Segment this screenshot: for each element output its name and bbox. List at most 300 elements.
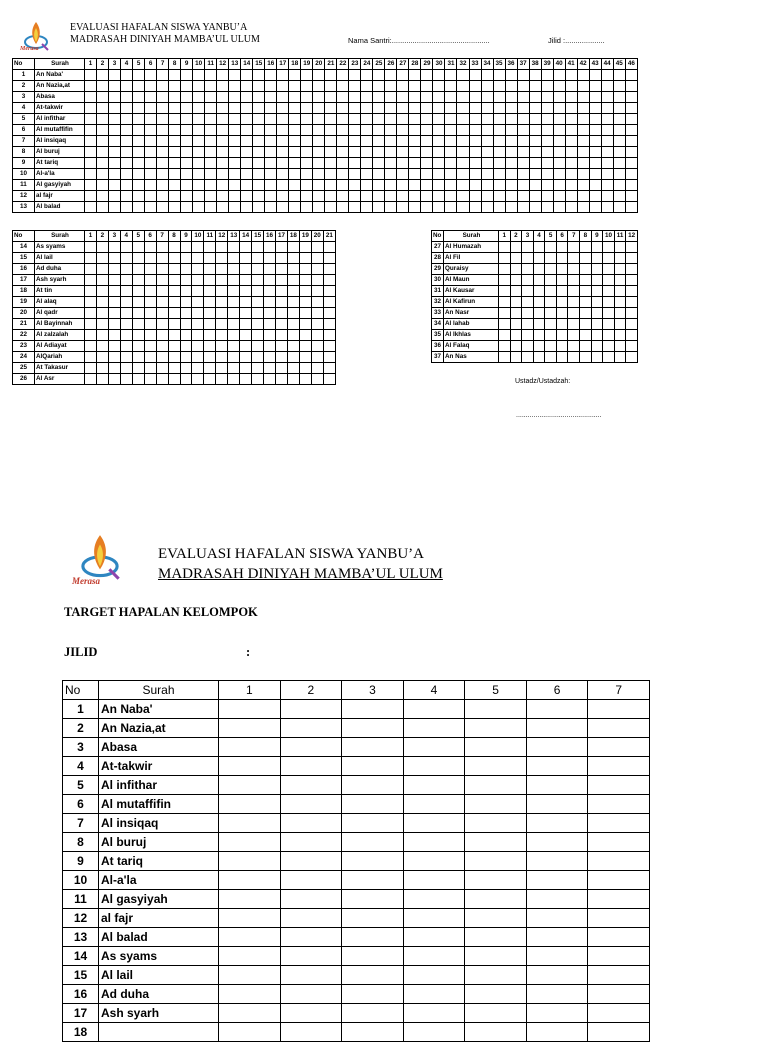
grade-cell[interactable] bbox=[253, 114, 265, 125]
grade-cell[interactable] bbox=[421, 191, 433, 202]
grade-cell[interactable] bbox=[181, 136, 193, 147]
grade-cell[interactable] bbox=[577, 158, 589, 169]
grade-cell[interactable] bbox=[568, 352, 580, 363]
grade-cell[interactable] bbox=[522, 242, 534, 253]
grade-cell[interactable] bbox=[626, 253, 638, 264]
grade-cell[interactable] bbox=[169, 114, 181, 125]
grade-cell[interactable] bbox=[556, 275, 568, 286]
grade-cell[interactable] bbox=[204, 286, 216, 297]
grade-cell[interactable] bbox=[526, 814, 588, 833]
grade-cell[interactable] bbox=[505, 147, 517, 158]
grade-cell[interactable] bbox=[299, 253, 311, 264]
grade-cell[interactable] bbox=[241, 81, 253, 92]
grade-cell[interactable] bbox=[313, 70, 325, 81]
grade-cell[interactable] bbox=[625, 147, 637, 158]
grade-cell[interactable] bbox=[193, 114, 205, 125]
grade-cell[interactable] bbox=[385, 70, 397, 81]
grade-cell[interactable] bbox=[193, 70, 205, 81]
nama-santri-label[interactable]: Nama Santri:............................................... bbox=[348, 36, 490, 45]
grade-cell[interactable] bbox=[373, 191, 385, 202]
grade-cell[interactable] bbox=[228, 297, 240, 308]
grade-cell[interactable] bbox=[168, 242, 180, 253]
grade-cell[interactable] bbox=[325, 125, 337, 136]
grade-cell[interactable] bbox=[241, 136, 253, 147]
grade-cell[interactable] bbox=[180, 330, 192, 341]
grade-cell[interactable] bbox=[469, 136, 481, 147]
grade-cell[interactable] bbox=[361, 70, 373, 81]
grade-cell[interactable] bbox=[157, 70, 169, 81]
grade-cell[interactable] bbox=[510, 286, 522, 297]
grade-cell[interactable] bbox=[121, 114, 133, 125]
grade-cell[interactable] bbox=[553, 191, 565, 202]
grade-cell[interactable] bbox=[205, 202, 217, 213]
grade-cell[interactable] bbox=[108, 297, 120, 308]
grade-cell[interactable] bbox=[517, 169, 529, 180]
grade-cell[interactable] bbox=[613, 158, 625, 169]
grade-cell[interactable] bbox=[613, 92, 625, 103]
grade-cell[interactable] bbox=[342, 776, 404, 795]
grade-cell[interactable] bbox=[157, 158, 169, 169]
grade-cell[interactable] bbox=[299, 341, 311, 352]
grade-cell[interactable] bbox=[229, 147, 241, 158]
grade-cell[interactable] bbox=[409, 125, 421, 136]
grade-cell[interactable] bbox=[132, 242, 144, 253]
grade-cell[interactable] bbox=[522, 297, 534, 308]
grade-cell[interactable] bbox=[97, 114, 109, 125]
grade-cell[interactable] bbox=[517, 202, 529, 213]
grade-cell[interactable] bbox=[349, 202, 361, 213]
grade-cell[interactable] bbox=[193, 169, 205, 180]
grade-cell[interactable] bbox=[216, 341, 228, 352]
jilid-label[interactable]: Jilid :................... bbox=[548, 36, 605, 45]
grade-cell[interactable] bbox=[193, 180, 205, 191]
grade-cell[interactable] bbox=[465, 833, 527, 852]
grade-cell[interactable] bbox=[205, 136, 217, 147]
grade-cell[interactable] bbox=[403, 909, 465, 928]
grade-cell[interactable] bbox=[510, 242, 522, 253]
grade-cell[interactable] bbox=[457, 136, 469, 147]
grade-cell[interactable] bbox=[276, 308, 288, 319]
grade-cell[interactable] bbox=[85, 114, 97, 125]
grade-cell[interactable] bbox=[287, 297, 299, 308]
grade-cell[interactable] bbox=[626, 308, 638, 319]
grade-cell[interactable] bbox=[589, 70, 601, 81]
grade-cell[interactable] bbox=[421, 158, 433, 169]
grade-cell[interactable] bbox=[108, 275, 120, 286]
grade-cell[interactable] bbox=[568, 330, 580, 341]
grade-cell[interactable] bbox=[469, 103, 481, 114]
grade-cell[interactable] bbox=[205, 125, 217, 136]
grade-cell[interactable] bbox=[109, 191, 121, 202]
grade-cell[interactable] bbox=[280, 738, 342, 757]
grade-cell[interactable] bbox=[565, 202, 577, 213]
grade-cell[interactable] bbox=[403, 1004, 465, 1023]
grade-cell[interactable] bbox=[229, 191, 241, 202]
grade-cell[interactable] bbox=[85, 264, 97, 275]
grade-cell[interactable] bbox=[121, 81, 133, 92]
grade-cell[interactable] bbox=[277, 103, 289, 114]
grade-cell[interactable] bbox=[252, 319, 264, 330]
grade-cell[interactable] bbox=[529, 81, 541, 92]
grade-cell[interactable] bbox=[121, 70, 133, 81]
grade-cell[interactable] bbox=[499, 275, 511, 286]
grade-cell[interactable] bbox=[373, 202, 385, 213]
grade-cell[interactable] bbox=[311, 253, 323, 264]
grade-cell[interactable] bbox=[109, 92, 121, 103]
grade-cell[interactable] bbox=[409, 114, 421, 125]
grade-cell[interactable] bbox=[313, 114, 325, 125]
grade-cell[interactable] bbox=[361, 180, 373, 191]
grade-cell[interactable] bbox=[289, 125, 301, 136]
grade-cell[interactable] bbox=[361, 125, 373, 136]
grade-cell[interactable] bbox=[553, 92, 565, 103]
grade-cell[interactable] bbox=[120, 352, 132, 363]
grade-cell[interactable] bbox=[529, 114, 541, 125]
grade-cell[interactable] bbox=[553, 169, 565, 180]
grade-cell[interactable] bbox=[265, 92, 277, 103]
grade-cell[interactable] bbox=[529, 158, 541, 169]
grade-cell[interactable] bbox=[180, 341, 192, 352]
grade-cell[interactable] bbox=[397, 81, 409, 92]
grade-cell[interactable] bbox=[499, 352, 511, 363]
grade-cell[interactable] bbox=[229, 202, 241, 213]
grade-cell[interactable] bbox=[588, 1023, 650, 1042]
grade-cell[interactable] bbox=[96, 374, 108, 385]
grade-cell[interactable] bbox=[522, 308, 534, 319]
grade-cell[interactable] bbox=[603, 341, 615, 352]
grade-cell[interactable] bbox=[499, 242, 511, 253]
grade-cell[interactable] bbox=[533, 264, 545, 275]
grade-cell[interactable] bbox=[133, 125, 145, 136]
grade-cell[interactable] bbox=[409, 103, 421, 114]
grade-cell[interactable] bbox=[556, 330, 568, 341]
grade-cell[interactable] bbox=[493, 202, 505, 213]
grade-cell[interactable] bbox=[192, 275, 204, 286]
grade-cell[interactable] bbox=[556, 308, 568, 319]
grade-cell[interactable] bbox=[120, 242, 132, 253]
grade-cell[interactable] bbox=[156, 319, 168, 330]
grade-cell[interactable] bbox=[121, 158, 133, 169]
grade-cell[interactable] bbox=[626, 319, 638, 330]
grade-cell[interactable] bbox=[132, 374, 144, 385]
grade-cell[interactable] bbox=[556, 264, 568, 275]
grade-cell[interactable] bbox=[469, 147, 481, 158]
grade-cell[interactable] bbox=[349, 191, 361, 202]
grade-cell[interactable] bbox=[97, 180, 109, 191]
grade-cell[interactable] bbox=[589, 147, 601, 158]
grade-cell[interactable] bbox=[287, 242, 299, 253]
grade-cell[interactable] bbox=[613, 70, 625, 81]
grade-cell[interactable] bbox=[96, 297, 108, 308]
grade-cell[interactable] bbox=[264, 374, 276, 385]
grade-cell[interactable] bbox=[144, 286, 156, 297]
grade-cell[interactable] bbox=[517, 81, 529, 92]
grade-cell[interactable] bbox=[169, 158, 181, 169]
grade-cell[interactable] bbox=[337, 180, 349, 191]
grade-cell[interactable] bbox=[342, 909, 404, 928]
grade-cell[interactable] bbox=[287, 341, 299, 352]
grade-cell[interactable] bbox=[193, 103, 205, 114]
grade-cell[interactable] bbox=[493, 92, 505, 103]
grade-cell[interactable] bbox=[241, 103, 253, 114]
grade-cell[interactable] bbox=[157, 92, 169, 103]
grade-cell[interactable] bbox=[465, 1023, 527, 1042]
grade-cell[interactable] bbox=[577, 202, 589, 213]
grade-cell[interactable] bbox=[219, 966, 281, 985]
grade-cell[interactable] bbox=[577, 191, 589, 202]
grade-cell[interactable] bbox=[403, 890, 465, 909]
grade-cell[interactable] bbox=[588, 871, 650, 890]
grade-cell[interactable] bbox=[229, 103, 241, 114]
grade-cell[interactable] bbox=[133, 114, 145, 125]
grade-cell[interactable] bbox=[545, 275, 557, 286]
grade-cell[interactable] bbox=[565, 92, 577, 103]
grade-cell[interactable] bbox=[145, 70, 157, 81]
grade-cell[interactable] bbox=[253, 202, 265, 213]
grade-cell[interactable] bbox=[217, 70, 229, 81]
grade-cell[interactable] bbox=[217, 202, 229, 213]
grade-cell[interactable] bbox=[96, 341, 108, 352]
grade-cell[interactable] bbox=[241, 191, 253, 202]
grade-cell[interactable] bbox=[168, 352, 180, 363]
grade-cell[interactable] bbox=[533, 253, 545, 264]
grade-cell[interactable] bbox=[403, 700, 465, 719]
grade-cell[interactable] bbox=[108, 253, 120, 264]
grade-cell[interactable] bbox=[465, 947, 527, 966]
grade-cell[interactable] bbox=[277, 81, 289, 92]
grade-cell[interactable] bbox=[373, 180, 385, 191]
grade-cell[interactable] bbox=[204, 330, 216, 341]
grade-cell[interactable] bbox=[120, 330, 132, 341]
grade-cell[interactable] bbox=[132, 297, 144, 308]
grade-cell[interactable] bbox=[541, 125, 553, 136]
grade-cell[interactable] bbox=[229, 125, 241, 136]
grade-cell[interactable] bbox=[526, 985, 588, 1004]
grade-cell[interactable] bbox=[510, 264, 522, 275]
grade-cell[interactable] bbox=[533, 275, 545, 286]
grade-cell[interactable] bbox=[517, 147, 529, 158]
grade-cell[interactable] bbox=[349, 125, 361, 136]
grade-cell[interactable] bbox=[313, 202, 325, 213]
grade-cell[interactable] bbox=[409, 158, 421, 169]
grade-cell[interactable] bbox=[121, 92, 133, 103]
grade-cell[interactable] bbox=[144, 264, 156, 275]
grade-cell[interactable] bbox=[216, 308, 228, 319]
grade-cell[interactable] bbox=[145, 103, 157, 114]
grade-cell[interactable] bbox=[289, 169, 301, 180]
grade-cell[interactable] bbox=[253, 180, 265, 191]
grade-cell[interactable] bbox=[499, 264, 511, 275]
grade-cell[interactable] bbox=[157, 169, 169, 180]
grade-cell[interactable] bbox=[228, 363, 240, 374]
grade-cell[interactable] bbox=[385, 180, 397, 191]
grade-cell[interactable] bbox=[445, 191, 457, 202]
grade-cell[interactable] bbox=[228, 330, 240, 341]
grade-cell[interactable] bbox=[180, 264, 192, 275]
grade-cell[interactable] bbox=[313, 158, 325, 169]
grade-cell[interactable] bbox=[192, 286, 204, 297]
grade-cell[interactable] bbox=[499, 308, 511, 319]
grade-cell[interactable] bbox=[240, 352, 252, 363]
grade-cell[interactable] bbox=[541, 147, 553, 158]
grade-cell[interactable] bbox=[276, 374, 288, 385]
grade-cell[interactable] bbox=[217, 180, 229, 191]
grade-cell[interactable] bbox=[499, 341, 511, 352]
grade-cell[interactable] bbox=[614, 286, 626, 297]
grade-cell[interactable] bbox=[568, 264, 580, 275]
grade-cell[interactable] bbox=[157, 147, 169, 158]
grade-cell[interactable] bbox=[85, 125, 97, 136]
grade-cell[interactable] bbox=[156, 363, 168, 374]
grade-cell[interactable] bbox=[219, 814, 281, 833]
grade-cell[interactable] bbox=[323, 297, 335, 308]
grade-cell[interactable] bbox=[193, 158, 205, 169]
grade-cell[interactable] bbox=[277, 180, 289, 191]
grade-cell[interactable] bbox=[465, 795, 527, 814]
grade-cell[interactable] bbox=[169, 147, 181, 158]
grade-cell[interactable] bbox=[577, 180, 589, 191]
grade-cell[interactable] bbox=[505, 191, 517, 202]
grade-cell[interactable] bbox=[526, 1004, 588, 1023]
grade-cell[interactable] bbox=[287, 286, 299, 297]
grade-cell[interactable] bbox=[240, 275, 252, 286]
grade-cell[interactable] bbox=[445, 114, 457, 125]
grade-cell[interactable] bbox=[108, 319, 120, 330]
grade-cell[interactable] bbox=[277, 147, 289, 158]
grade-cell[interactable] bbox=[204, 308, 216, 319]
grade-cell[interactable] bbox=[526, 738, 588, 757]
grade-cell[interactable] bbox=[445, 180, 457, 191]
grade-cell[interactable] bbox=[589, 202, 601, 213]
grade-cell[interactable] bbox=[229, 81, 241, 92]
grade-cell[interactable] bbox=[625, 114, 637, 125]
grade-cell[interactable] bbox=[565, 81, 577, 92]
grade-cell[interactable] bbox=[180, 242, 192, 253]
grade-cell[interactable] bbox=[241, 158, 253, 169]
grade-cell[interactable] bbox=[568, 286, 580, 297]
grade-cell[interactable] bbox=[109, 125, 121, 136]
grade-cell[interactable] bbox=[229, 70, 241, 81]
grade-cell[interactable] bbox=[180, 253, 192, 264]
grade-cell[interactable] bbox=[109, 114, 121, 125]
grade-cell[interactable] bbox=[240, 242, 252, 253]
grade-cell[interactable] bbox=[433, 180, 445, 191]
grade-cell[interactable] bbox=[409, 92, 421, 103]
grade-cell[interactable] bbox=[553, 136, 565, 147]
grade-cell[interactable] bbox=[603, 319, 615, 330]
grade-cell[interactable] bbox=[588, 890, 650, 909]
grade-cell[interactable] bbox=[204, 341, 216, 352]
grade-cell[interactable] bbox=[505, 180, 517, 191]
grade-cell[interactable] bbox=[409, 136, 421, 147]
grade-cell[interactable] bbox=[553, 147, 565, 158]
grade-cell[interactable] bbox=[241, 202, 253, 213]
grade-cell[interactable] bbox=[465, 909, 527, 928]
grade-cell[interactable] bbox=[337, 158, 349, 169]
grade-cell[interactable] bbox=[325, 202, 337, 213]
grade-cell[interactable] bbox=[541, 191, 553, 202]
grade-cell[interactable] bbox=[264, 253, 276, 264]
grade-cell[interactable] bbox=[409, 70, 421, 81]
grade-cell[interactable] bbox=[517, 158, 529, 169]
grade-cell[interactable] bbox=[156, 253, 168, 264]
grade-cell[interactable] bbox=[342, 966, 404, 985]
grade-cell[interactable] bbox=[205, 169, 217, 180]
grade-cell[interactable] bbox=[522, 275, 534, 286]
grade-cell[interactable] bbox=[385, 81, 397, 92]
grade-cell[interactable] bbox=[625, 180, 637, 191]
grade-cell[interactable] bbox=[517, 103, 529, 114]
grade-cell[interactable] bbox=[613, 169, 625, 180]
grade-cell[interactable] bbox=[301, 81, 313, 92]
grade-cell[interactable] bbox=[601, 70, 613, 81]
grade-cell[interactable] bbox=[181, 191, 193, 202]
grade-cell[interactable] bbox=[276, 264, 288, 275]
grade-cell[interactable] bbox=[240, 264, 252, 275]
grade-cell[interactable] bbox=[311, 374, 323, 385]
grade-cell[interactable] bbox=[614, 253, 626, 264]
grade-cell[interactable] bbox=[216, 242, 228, 253]
grade-cell[interactable] bbox=[217, 103, 229, 114]
grade-cell[interactable] bbox=[265, 136, 277, 147]
grade-cell[interactable] bbox=[529, 125, 541, 136]
grade-cell[interactable] bbox=[545, 297, 557, 308]
grade-cell[interactable] bbox=[457, 169, 469, 180]
grade-cell[interactable] bbox=[361, 114, 373, 125]
grade-cell[interactable] bbox=[626, 275, 638, 286]
grade-cell[interactable] bbox=[120, 264, 132, 275]
grade-cell[interactable] bbox=[577, 114, 589, 125]
grade-cell[interactable] bbox=[229, 180, 241, 191]
grade-cell[interactable] bbox=[313, 169, 325, 180]
grade-cell[interactable] bbox=[361, 158, 373, 169]
grade-cell[interactable] bbox=[588, 719, 650, 738]
grade-cell[interactable] bbox=[85, 81, 97, 92]
grade-cell[interactable] bbox=[228, 253, 240, 264]
grade-cell[interactable] bbox=[589, 158, 601, 169]
grade-cell[interactable] bbox=[277, 191, 289, 202]
grade-cell[interactable] bbox=[481, 169, 493, 180]
grade-cell[interactable] bbox=[625, 202, 637, 213]
grade-cell[interactable] bbox=[565, 191, 577, 202]
grade-cell[interactable] bbox=[397, 158, 409, 169]
grade-cell[interactable] bbox=[204, 275, 216, 286]
grade-cell[interactable] bbox=[499, 286, 511, 297]
grade-cell[interactable] bbox=[526, 947, 588, 966]
grade-cell[interactable] bbox=[493, 180, 505, 191]
grade-cell[interactable] bbox=[280, 985, 342, 1004]
grade-cell[interactable] bbox=[219, 738, 281, 757]
grade-cell[interactable] bbox=[588, 947, 650, 966]
grade-cell[interactable] bbox=[565, 136, 577, 147]
grade-cell[interactable] bbox=[109, 81, 121, 92]
grade-cell[interactable] bbox=[228, 308, 240, 319]
grade-cell[interactable] bbox=[373, 114, 385, 125]
grade-cell[interactable] bbox=[588, 795, 650, 814]
grade-cell[interactable] bbox=[445, 103, 457, 114]
grade-cell[interactable] bbox=[219, 719, 281, 738]
grade-cell[interactable] bbox=[409, 191, 421, 202]
grade-cell[interactable] bbox=[505, 136, 517, 147]
grade-cell[interactable] bbox=[591, 330, 603, 341]
grade-cell[interactable] bbox=[228, 374, 240, 385]
grade-cell[interactable] bbox=[109, 202, 121, 213]
grade-cell[interactable] bbox=[526, 928, 588, 947]
grade-cell[interactable] bbox=[385, 92, 397, 103]
grade-cell[interactable] bbox=[192, 341, 204, 352]
grade-cell[interactable] bbox=[325, 169, 337, 180]
grade-cell[interactable] bbox=[144, 374, 156, 385]
